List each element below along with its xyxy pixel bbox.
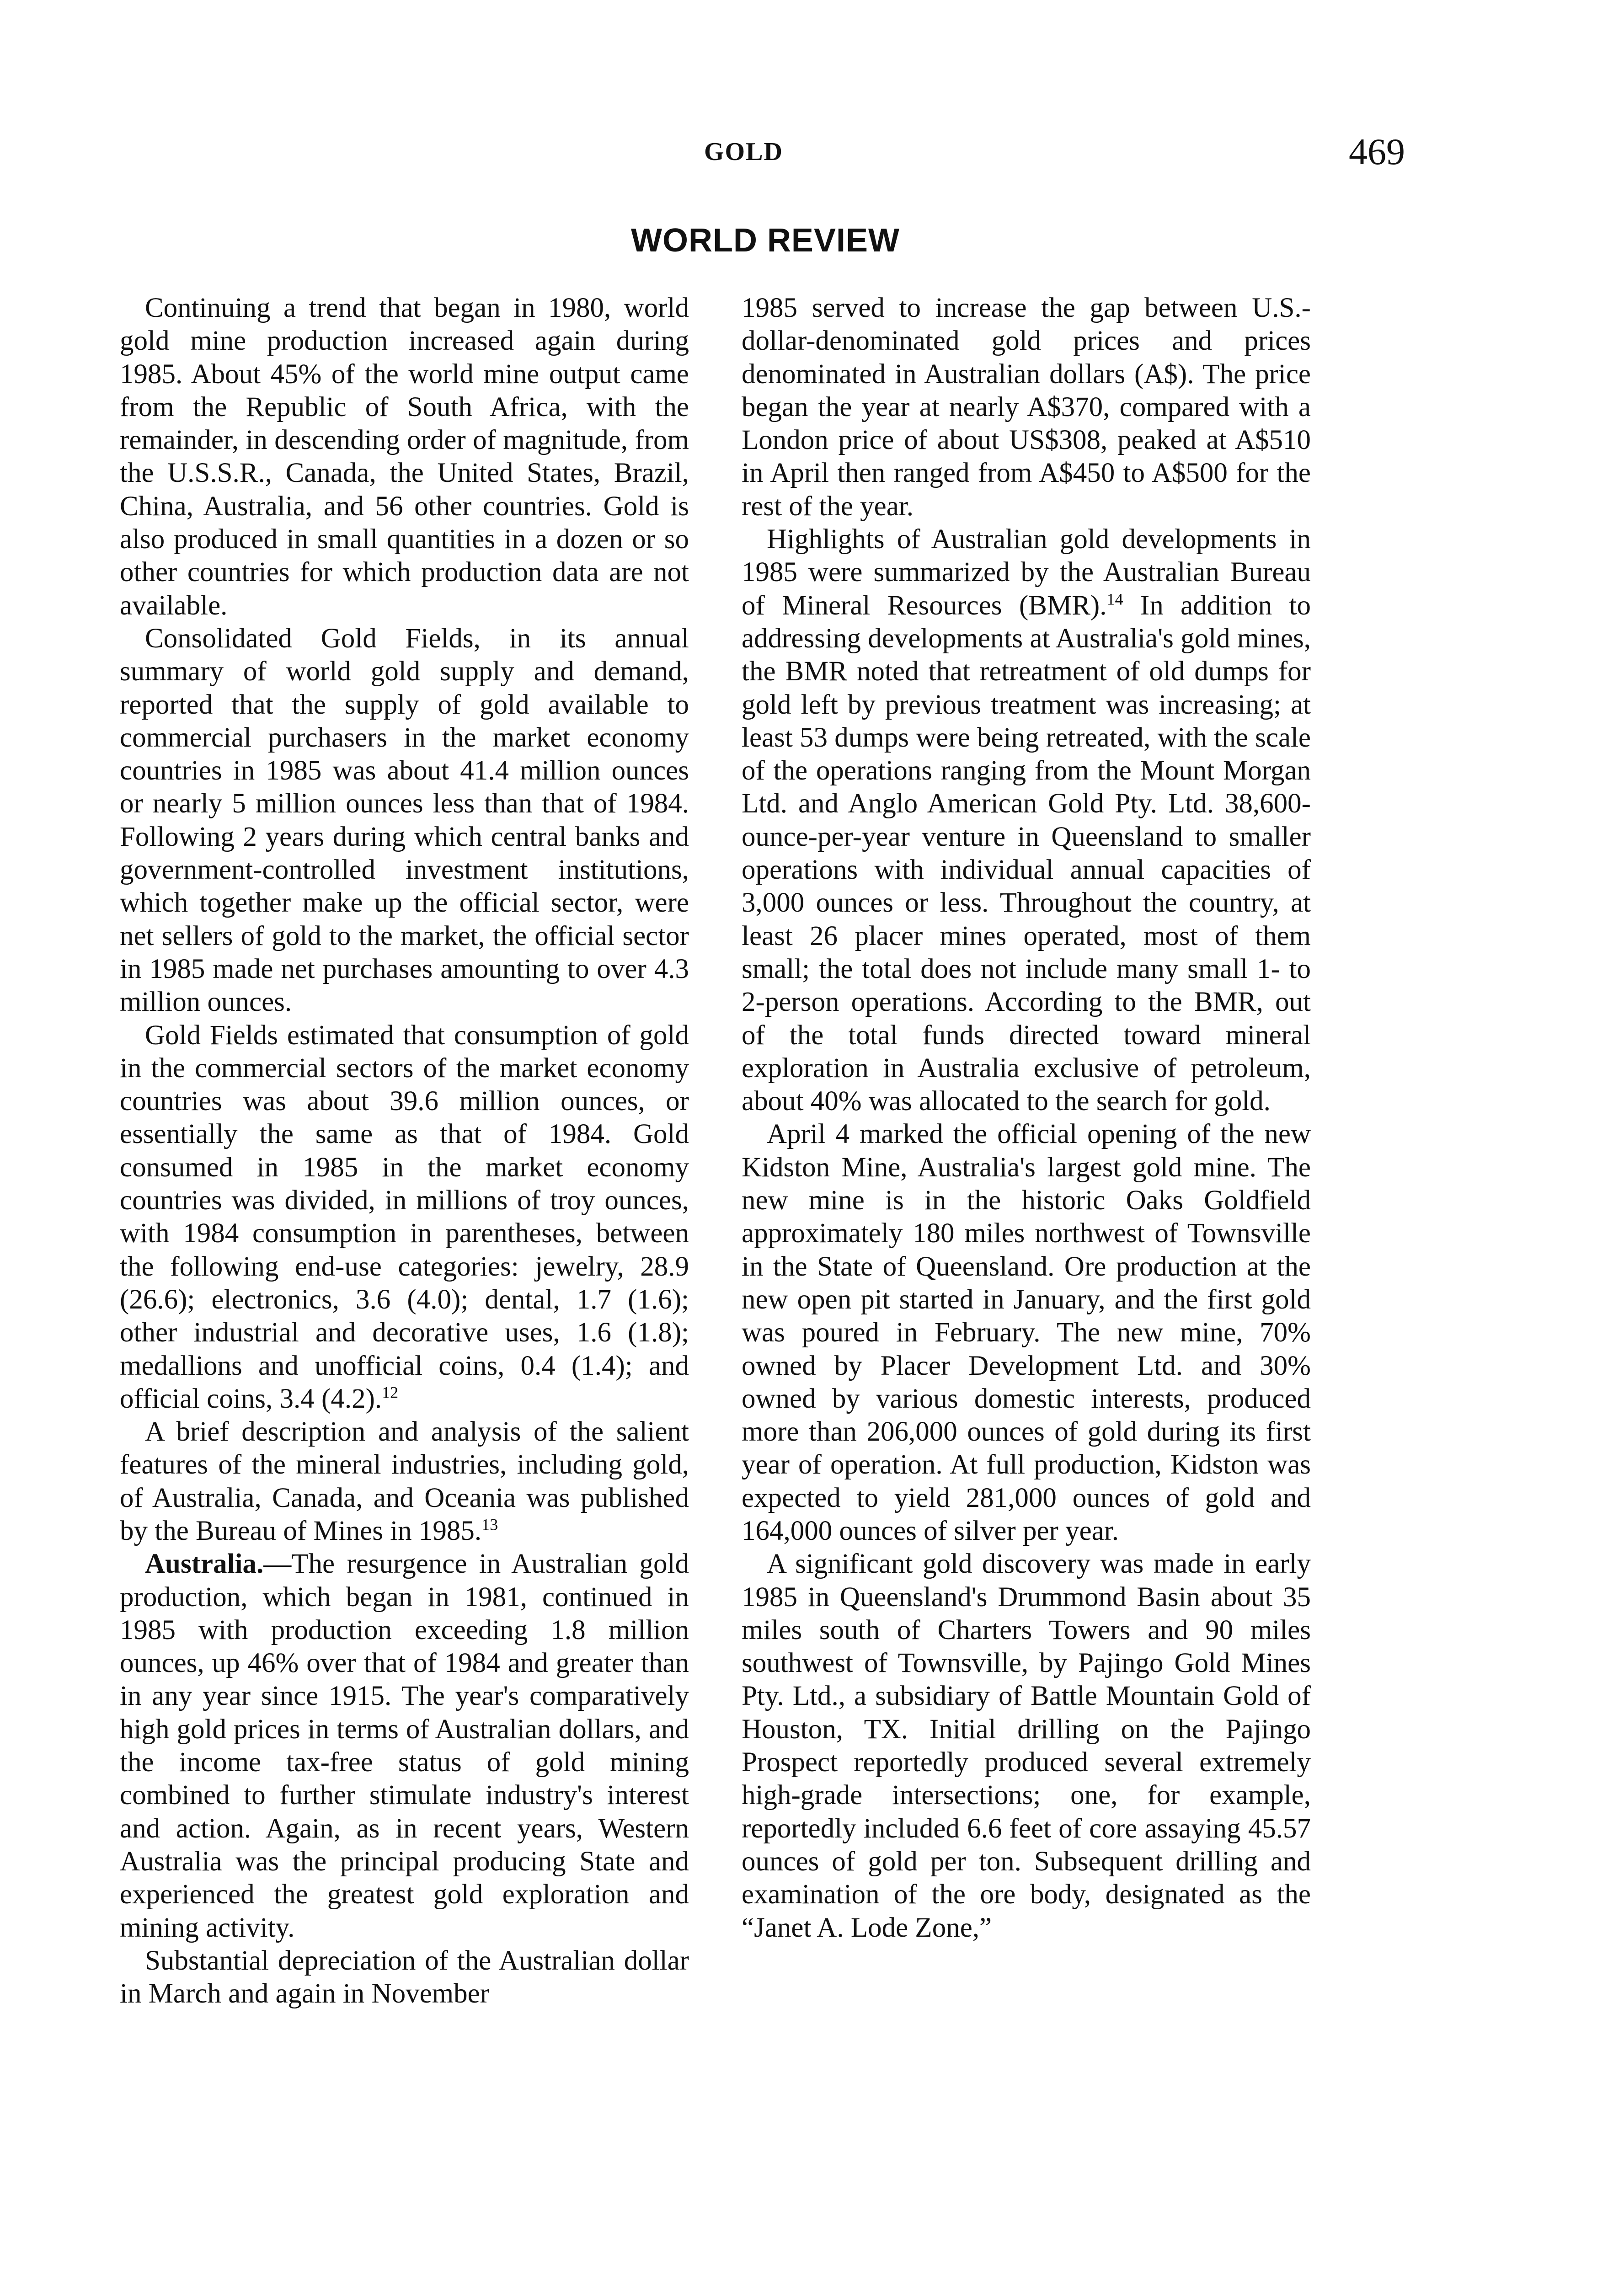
running-head: GOLD bbox=[704, 138, 783, 166]
section-title: WORLD REVIEW bbox=[631, 222, 900, 259]
paragraph: Substantial depreciation of the Australian dollar in March and again in November bbox=[120, 1945, 689, 2009]
paragraph: A significant gold discovery was made in early 1985 in Queensland's Drummond Basin about 35 miles south of Charters Towers and 90 miles southwest of Townsville, by Pajingo Gold Mines Pty. Ltd., a subsidiary of Battle Mountain Gold of Houston, TX. Initial drilling on the Pajingo Prospect reportedly produced several extremely high-grade intersections; one, for example, reportedly included 6.6 feet of core assaying 45.57 ounces of gold per ton. Subsequent drilling and examination of the ore body, designated as the “Janet A. Lode Zone,” bbox=[742, 1549, 1311, 1943]
right-column bbox=[742, 292, 1311, 1944]
paragraph bbox=[120, 1019, 689, 1416]
paragraph: Consolidated Gold Fields, in its annual summary of world gold supply and demand, reported that the supply of gold available to commercial purchasers in the market economy countries in 1985 was about 41.4 million ounces or nearly 5 million ounces less than that of 1984. Following 2 years during which central banks and government-controlled investment institutions, which together make up the official sector, were net sellers of gold to the market, the official sector in 1985 made net purchases amounting to over 4.3 million ounces. bbox=[120, 623, 689, 1018]
footnote-marker: 13 bbox=[481, 1515, 498, 1534]
paragraph-text: —The resurgence in Australian gold production, which began in 1981, continued in 1985 with production exceeding 1.8 million ounces, up 46% over that of 1984 and greater than in any year since 1915. The year's comparatively high gold prices in terms of Australian dollars, and the income tax-free status of gold mining combined to further stimulate industry's interest and action. Again, as in recent years, Western Australia was the principal producing State and experienced the greatest gold exploration and mining activity. bbox=[120, 1549, 689, 1943]
paragraph: April 4 marked the official opening of the new Kidston Mine, Australia's largest gold mine. The new mine is in the historic Oaks Goldfield approximately 180 miles northwest of Townsville in the State of Queensland. Ore production at the new open pit started in January, and the first gold was poured in February. The new mine, 70% owned by Placer Development Ltd. and 30% owned by various domestic interests, produced more than 206,000 ounces of gold during its first year of operation. At full production, Kidston was expected to yield 281,000 ounces of gold and 164,000 ounces of silver per year. bbox=[742, 1119, 1311, 1546]
paragraph bbox=[120, 1415, 689, 1548]
footnote-marker: 12 bbox=[382, 1383, 399, 1402]
subsection-heading: Australia. bbox=[145, 1549, 264, 1580]
paragraph bbox=[120, 1548, 689, 1944]
paragraph: Continuing a trend that began in 1980, world gold mine production increased again during 1985. About 45% of the world mine output came from the Republic of South Africa, with the remainder, in descending order of magnitude, from the U.S.S.R., Canada, the United States, Brazil, China, Australia, and 56 other countries. Gold is also produced in small quantities in a dozen or so other countries for which production data are not available. bbox=[120, 293, 689, 621]
paragraph-text: Highlights of Australian gold developments in 1985 were summarized by the Australian Bureau of Mineral Resources (BMR). bbox=[742, 524, 1311, 621]
footnote-marker: 14 bbox=[1106, 590, 1123, 609]
paragraph bbox=[742, 523, 1311, 1118]
paragraph: 1985 served to increase the gap between U.S.-dollar-denominated gold prices and prices denominated in Australian dollars (A$). The price began the year at nearly A$370, compared with a London price of about US$308, peaked at A$510 in April then ranged from A$450 to A$500 for the rest of the year. bbox=[742, 293, 1311, 522]
paragraph-text: Gold Fields estimated that consumption of gold in the commercial sectors of the market economy countries was about 39.6 million ounces, or essentially the same as that of 1984. Gold consumed in 1985 in the market economy countries was divided, in millions of troy ounces, with 1984 consumption in parentheses, between the following end-use categories: jewelry, 28.9 (26.6); electronics, 3.6 (4.0); dental, 1.7 (1.6); other industrial and decorative uses, 1.6 (1.8); medallions and unofficial coins, 0.4 (1.4); and official coins, 3.4 (4.2). bbox=[120, 1020, 689, 1414]
paragraph-text: In addition to addressing developments at Australia's gold mines, the BMR noted that retreatment of old dumps for gold left by previous treatment was increasing; at least 53 dumps were being retreated, with the scale of the operations ranging from the Mount Morgan Ltd. and Anglo American Gold Pty. Ltd. 38,600-ounce-per-year venture in Queensland to smaller operations with individual annual capacities of 3,000 ounces or less. Throughout the country, at least 26 placer mines operated, most of them small; the total does not include many small 1- to 2-person operations. According to the BMR, out of the total funds directed toward mineral exploration in Australia exclusive of petroleum, about 40% was allocated to the search for gold. bbox=[742, 590, 1311, 1117]
left-column bbox=[120, 292, 689, 2010]
paragraph-text: A brief description and analysis of the salient features of the mineral industries, including gold, of Australia, Canada, and Oceania was published by the Bureau of Mines in 1985. bbox=[120, 1416, 689, 1546]
page-number: 469 bbox=[1349, 131, 1405, 172]
